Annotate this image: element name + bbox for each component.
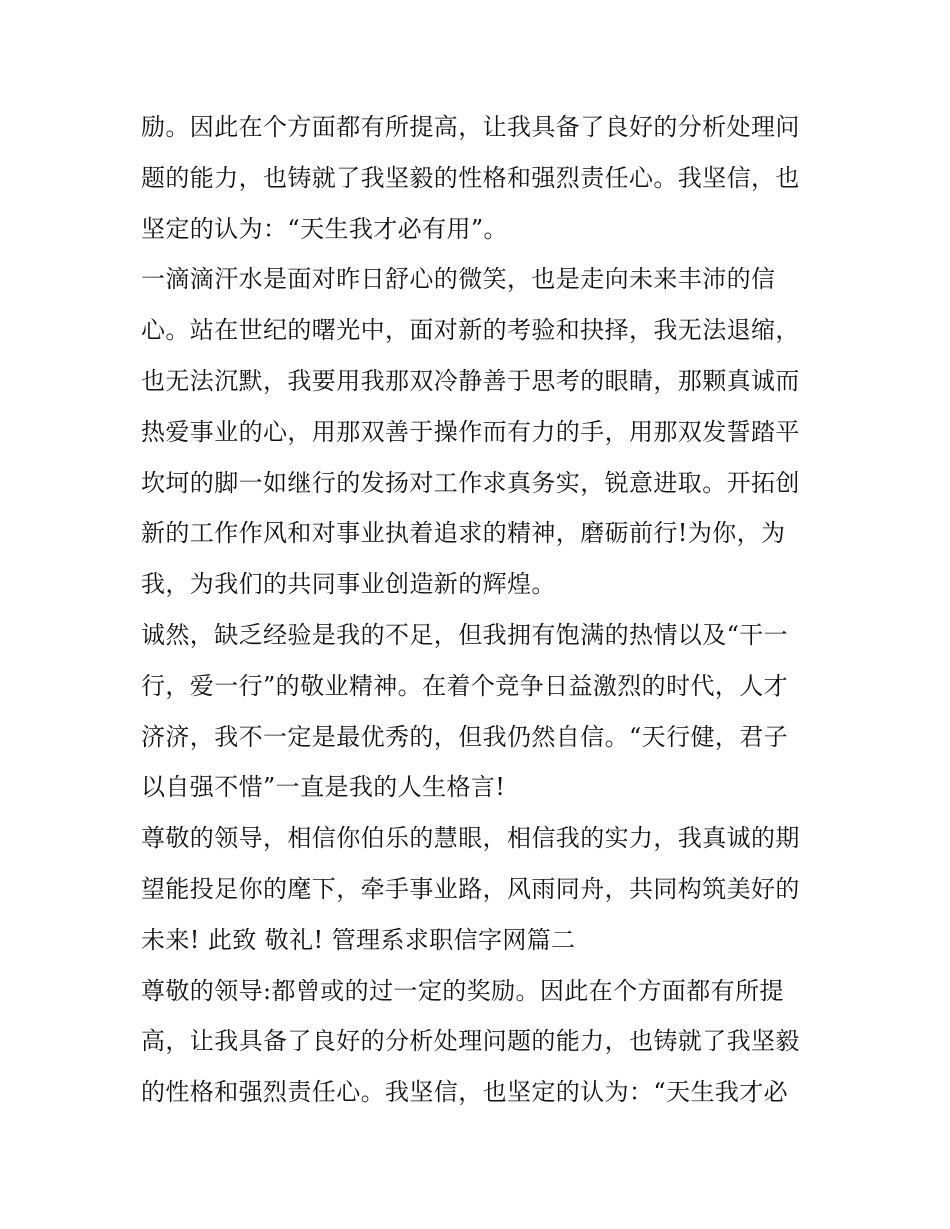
text-line: 坎坷的脚一如继行的发扬对工作求真务实，锐意进取。开拓创 (141, 468, 800, 497)
text-line: 尊敬的领导，相信你伯乐的慧眼，相信我的实力，我真诚的期 (141, 824, 800, 853)
text-line: 尊敬的领导:都曾或的过一定的奖励。因此在个方面都有所提 (141, 976, 784, 1005)
document-body (141, 102, 821, 1118)
text-line: 的性格和强烈责任心。我坚信，也坚定的认为：“天生我才必 (141, 1078, 789, 1107)
text-line: 行，爱一行”的敬业精神。在着个竞争日益激烈的时代，人才 (141, 671, 789, 700)
text-line: 诚然，缺乏经验是我的不足，但我拥有饱满的热情以及“干一 (141, 620, 789, 649)
text-line: 励。因此在个方面都有所提高，让我具备了良好的分析处理问 (141, 113, 800, 141)
text-line: 以自强不惜”一直是我的人生格言! (141, 773, 506, 802)
text-line: 热爱事业的心，用那双善于操作而有力的手，用那双发誓踏平 (141, 417, 800, 446)
text-line: 高，让我具备了良好的分析处理问题的能力，也铸就了我坚毅 (141, 1027, 800, 1056)
text-line: 坚定的认为：“天生我才必有用”。 (141, 214, 508, 243)
text-line: 一滴滴汗水是面对昨日舒心的微笑，也是走向未来丰沛的信 (141, 265, 776, 294)
text-line: 望能投足你的麾下，牵手事业路，风雨同舟，共同构筑美好的 (141, 874, 800, 903)
text-line: 济济，我不一定是最优秀的，但我仍然自信。“天行健，君子 (141, 722, 789, 751)
text-line: 也无法沉默，我要用我那双冷静善于思考的眼睛，那颗真诚而 (141, 366, 800, 395)
text-line: 题的能力，也铸就了我坚毅的性格和强烈责任心。我坚信，也 (141, 163, 800, 192)
text-line: 我，为我们的共同事业创造新的辉煌。 (141, 570, 556, 599)
text-line: 新的工作作风和对事业执着追求的精神，磨砺前行!为你，为 (141, 519, 786, 548)
text-line: 心。站在世纪的曙光中，面对新的考验和抉择，我无法退缩， (141, 316, 800, 345)
text-line: 未来! 此致 敬礼! 管理系求职信字网篇二 (141, 925, 576, 954)
